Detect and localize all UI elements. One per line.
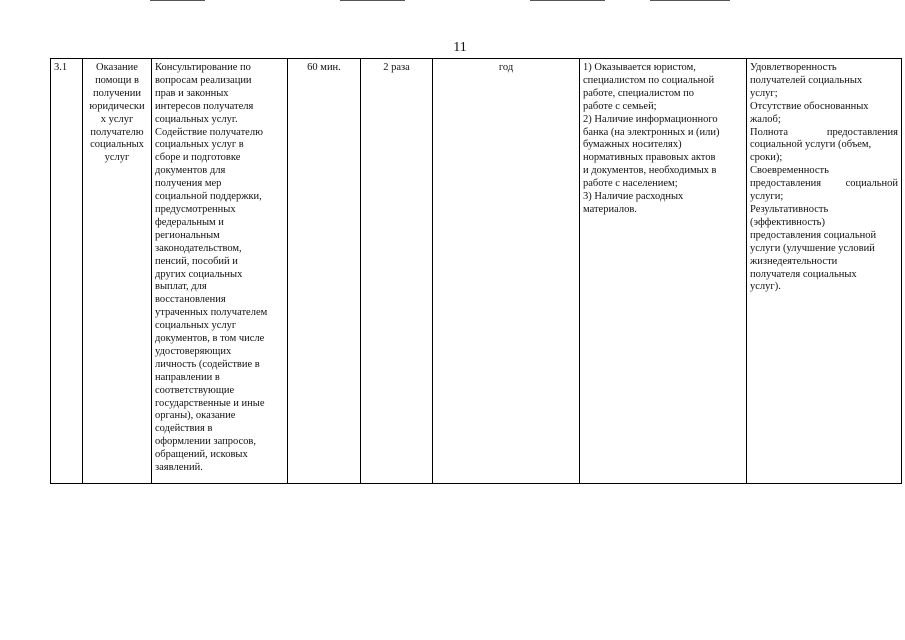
- service-frequency: 2 раза: [383, 62, 410, 73]
- description-line: социальной поддержки,: [155, 191, 262, 203]
- service-period: год: [498, 62, 514, 73]
- description-line: направлении в: [155, 371, 220, 383]
- conditions-line: специалистом по социальной: [583, 74, 715, 86]
- description-line: прав и законных: [155, 87, 229, 99]
- description-line: соответствующие: [155, 384, 235, 396]
- description-line: содействия в: [155, 423, 213, 435]
- criteria-line: предоставления социальной: [750, 229, 877, 241]
- criteria-line: Результативность: [750, 203, 829, 215]
- service-frequency-cell: [361, 59, 433, 484]
- criteria-line: (эффективность): [750, 216, 825, 228]
- service-criteria-cell: [747, 59, 902, 484]
- description-line: других социальных: [155, 268, 243, 280]
- criteria-line: Полнота предоставления: [750, 126, 898, 138]
- description-line: личность (содействие в: [155, 358, 260, 370]
- service-name-cell: [83, 59, 152, 484]
- description-line: утраченных получателем: [155, 307, 268, 319]
- service-name-line: услуг: [104, 152, 130, 164]
- previous-page-rule-2: [340, 0, 405, 1]
- criteria-line: жизнедеятельности: [750, 255, 838, 267]
- service-name-line: получении: [92, 87, 142, 99]
- conditions-line: работе с населением;: [583, 178, 678, 190]
- criteria-line: предоставления социальной: [750, 178, 898, 190]
- description-line: обращений, исковых: [155, 449, 248, 461]
- criteria-line: услуги (улучшение условий: [750, 242, 875, 254]
- criteria-line: услуг).: [750, 281, 781, 293]
- criteria-line: получателя социальных: [750, 268, 857, 280]
- description-line: документов для: [155, 165, 226, 177]
- description-line: оформлении запросов,: [155, 436, 256, 448]
- criteria-line: Удовлетворенность: [750, 62, 837, 73]
- description-line: заявлений.: [155, 462, 203, 474]
- conditions-line: нормативных правовых актов: [583, 152, 716, 164]
- service-number-cell: [51, 59, 83, 484]
- description-line: Содействие получателю: [155, 126, 263, 138]
- conditions-line: банка (на электронных и (или): [583, 126, 720, 138]
- criteria-line: услуг;: [750, 87, 778, 99]
- table-row: [51, 59, 902, 484]
- service-name-line: Оказание: [96, 62, 138, 73]
- conditions-line: работе, специалистом по: [583, 87, 694, 99]
- service-name-line: юридически: [89, 100, 145, 112]
- service-name-line: получателю: [90, 126, 144, 138]
- criteria-line: получателей социальных: [750, 74, 863, 86]
- previous-page-rule-1: [150, 0, 205, 1]
- previous-page-rule-3: [530, 0, 605, 1]
- service-time-cell: [288, 59, 361, 484]
- description-line: социальных услуг.: [155, 113, 238, 125]
- criteria-line: услуги;: [750, 191, 784, 203]
- description-line: законодательством,: [155, 242, 242, 254]
- page-number: 11: [453, 40, 467, 55]
- service-table: [50, 58, 902, 484]
- description-line: документов, в том числе: [155, 333, 265, 345]
- criteria-line: социальной услуги (объем,: [750, 139, 872, 151]
- description-line: получения мер: [155, 178, 222, 190]
- description-line: федеральным и: [155, 216, 224, 228]
- description-line: региональным: [155, 229, 220, 241]
- conditions-line: 2) Наличие информационного: [583, 113, 718, 125]
- criteria-line: жалоб;: [750, 113, 781, 125]
- criteria-line: Отсутствие обоснованных: [750, 100, 869, 112]
- description-line: социальных услуг: [155, 320, 237, 332]
- service-number: 3.1: [54, 62, 68, 73]
- description-line: интересов получателя: [155, 100, 254, 112]
- description-line: вопросам реализации: [155, 74, 252, 86]
- conditions-line: 1) Оказывается юристом,: [583, 62, 696, 73]
- service-name-line: х услуг: [100, 113, 134, 125]
- conditions-line: материалов.: [583, 203, 637, 215]
- description-line: сборе и подготовке: [155, 152, 241, 164]
- description-line: государственные и иные: [155, 397, 265, 409]
- description-line: восстановления: [155, 294, 226, 306]
- service-name-line: социальных: [90, 139, 144, 151]
- description-line: выплат, для: [155, 281, 207, 293]
- service-conditions-cell: [580, 59, 747, 484]
- conditions-line: 3) Наличие расходных: [583, 191, 684, 203]
- description-line: Консультирование по: [155, 62, 251, 73]
- service-description-cell: [152, 59, 288, 484]
- conditions-line: бумажных носителях): [583, 139, 682, 151]
- service-name-line: помощи в: [95, 74, 139, 86]
- previous-page-rule-4: [650, 0, 730, 1]
- description-line: предусмотренных: [155, 203, 236, 215]
- conditions-line: и документов, необходимых в: [583, 165, 717, 177]
- criteria-line: сроки);: [750, 152, 783, 164]
- criteria-line: Своевременность: [750, 165, 829, 177]
- description-line: удостоверяющих: [155, 345, 232, 357]
- service-time: 60 мин.: [307, 62, 341, 73]
- service-period-cell: [433, 59, 580, 484]
- description-line: пенсий, пособий и: [155, 255, 238, 267]
- conditions-line: работе с семьей;: [583, 100, 657, 112]
- description-line: органы), оказание: [155, 410, 236, 422]
- description-line: социальных услуг в: [155, 139, 244, 151]
